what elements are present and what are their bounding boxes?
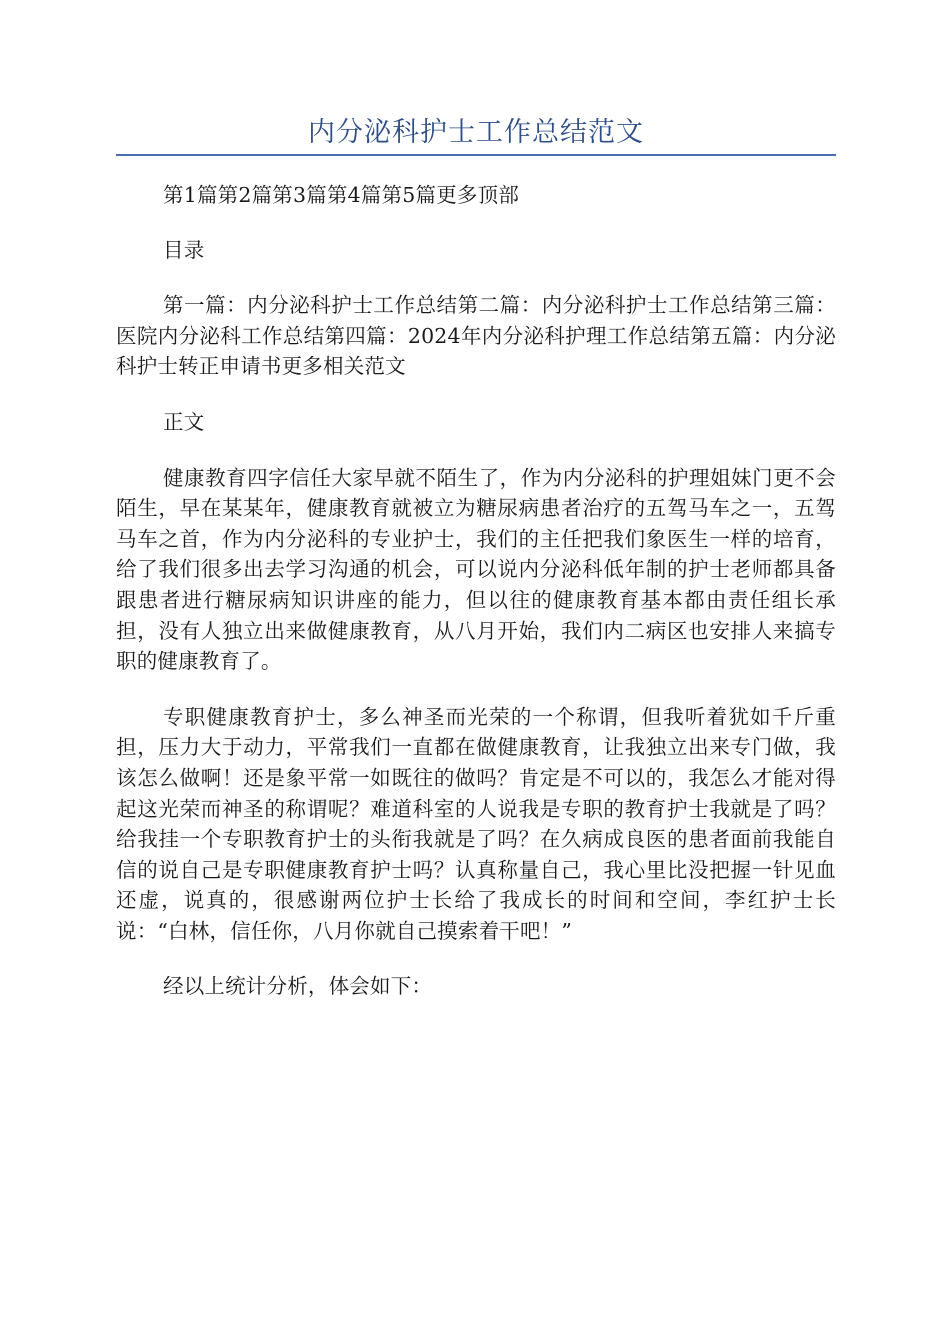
toc-heading: 目录 <box>163 237 205 262</box>
body-heading: 正文 <box>163 409 205 434</box>
body-paragraph: 经以上统计分析，体会如下： <box>163 974 433 999</box>
body-paragraph: 健康教育四字信任大家早就不陌生了，作为内分泌科的护理姐妹门更不会陌生，早在某某年，健康教育就被立为糖尿病患者治疗的五驾马车之一，五驾马车之首，作为内分泌科的专业护士，我们的主任把我们象医生一样的培育，给了我们很多出去学习沟通的机会，可以说内分泌科低年制的护士老师都具备跟患者进行糖尿病知识讲座的能力，但以往的健康教育基本都由责任组长承担，没有人独立出来做健康教育，从八月开始，我们内二病区也安排人来搞专职的健康教育了。 <box>116 465 836 674</box>
title-underline <box>116 154 836 156</box>
toc-list: 第一篇：内分泌科护士工作总结第二篇：内分泌科护士工作总结第三篇：医院内分泌科工作总结第四篇：2024年内分泌科护理工作总结第五篇：内分泌科护士转正申请书更多相关范文 <box>116 293 836 379</box>
document-page <box>116 0 836 1002</box>
body-paragraph: 专职健康教育护士，多么神圣而光荣的一个称谓，但我听着犹如千斤重担，压力大于动力，平常我们一直都在做健康教育，让我独立出来专门做，我该怎么做啊！还是象平常一如既往的做吗？肯定是不可以的，我怎么才能对得起这光荣而神圣的称谓呢？难道科室的人说我是专职的教育护士我就是了吗？给我挂一个专职教育护士的头衔我就是了吗？在久病成良医的患者面前我能自信的说自己是专职健康教育护士吗？认真称量自己，我心里比没把握一针见血还虚，说真的，很感谢两位护士长给了我成长的时间和空间，李红护士长说：“白林，信任你，八月你就自己摸索着干吧！” <box>116 704 836 943</box>
document-title: 内分泌科护士工作总结范文 <box>308 117 644 148</box>
section-nav-line: 第1篇第2篇第3篇第4篇第5篇更多顶部 <box>163 183 520 207</box>
